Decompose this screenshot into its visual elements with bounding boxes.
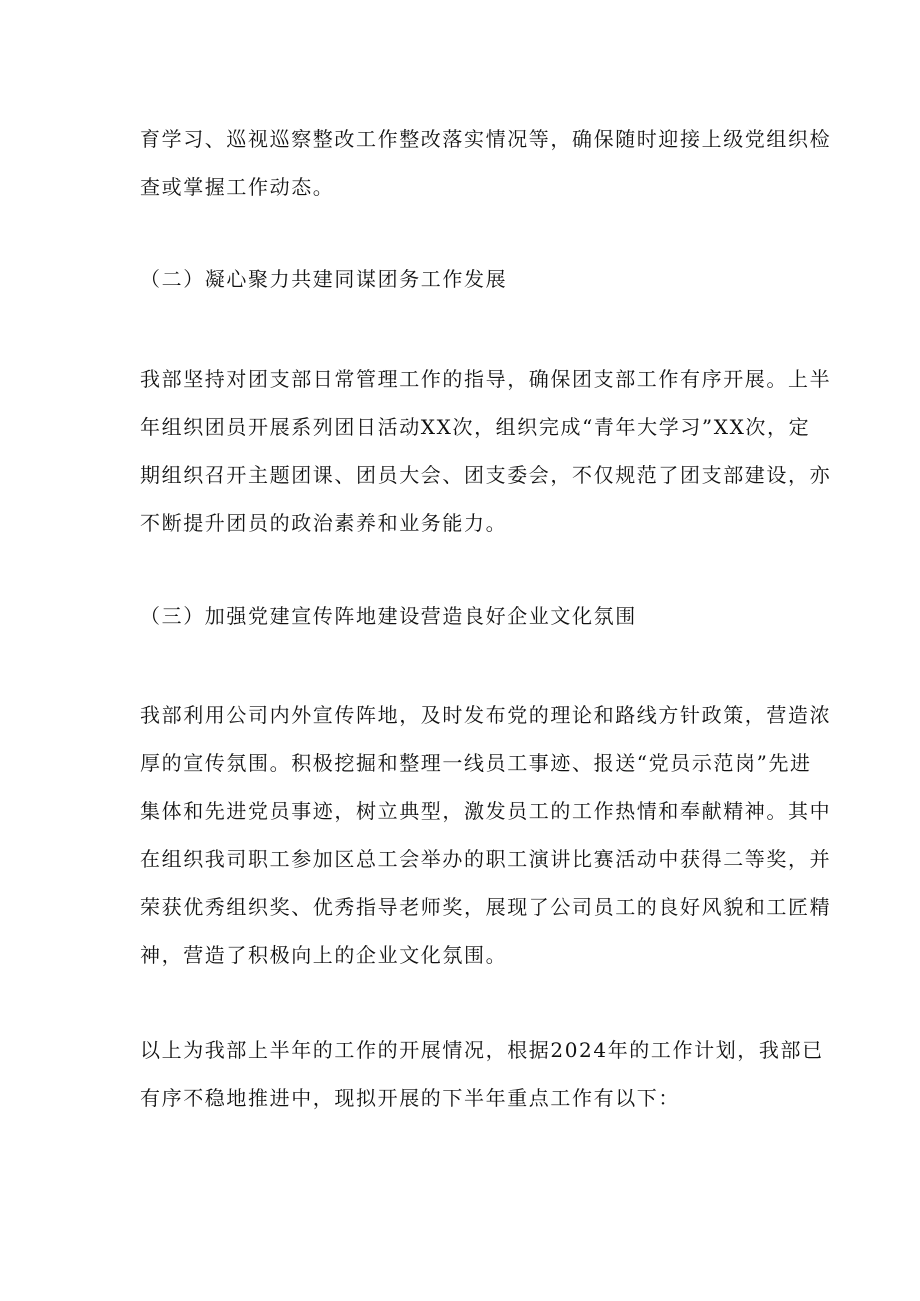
- paragraph-line: 有序不稳地推进中，现拟开展的下半年重点工作有以下：: [140, 1086, 680, 1110]
- paragraph-line: 查或掌握工作动态。: [140, 175, 335, 199]
- paragraph-line: 我部利用公司内外宣传阵地，及时发布党的理论和路线方针政策，营造浓: [140, 703, 832, 727]
- paragraph-line: 神，营造了积极向上的企业文化氛围。: [140, 943, 508, 967]
- paragraph-line: 不断提升团员的政治素养和业务能力。: [140, 511, 508, 535]
- paragraph-line: 厚的宣传氛围。积极挖掘和整理一线员工事迹、报送“党员示范岗”先进: [140, 751, 812, 775]
- paragraph-line: 期组织召开主题团课、团员大会、团支委会，不仅规范了团支部建设，亦: [140, 463, 832, 487]
- section-heading: （三）加强党建宣传阵地建设营造良好企业文化氛围: [140, 604, 637, 628]
- paragraph-line: 我部坚持对团支部日常管理工作的指导，确保团支部工作有序开展。上半: [140, 367, 832, 391]
- paragraph-line: 集体和先进党员事迹，树立典型，激发员工的工作热情和奉献精神。其中: [140, 799, 832, 823]
- paragraph-line: 育学习、巡视巡察整改工作整改落实情况等，确保随时迎接上级党组织检: [140, 127, 832, 151]
- paragraph-line: 在组织我司职工参加区总工会举办的职工演讲比赛活动中获得二等奖，并: [140, 847, 832, 871]
- paragraph-line: 以上为我部上半年的工作的开展情况，根据2024年的工作计划，我部已: [140, 1038, 824, 1062]
- paragraph-line: 年组织团员开展系列团日活动XX次，组织完成“青年大学习”XX次，定: [140, 415, 811, 439]
- section-heading: （二）凝心聚力共建同谋团务工作发展: [140, 267, 508, 291]
- paragraph-line: 荣获优秀组织奖、优秀指导老师奖，展现了公司员工的良好风貌和工匠精: [140, 895, 832, 919]
